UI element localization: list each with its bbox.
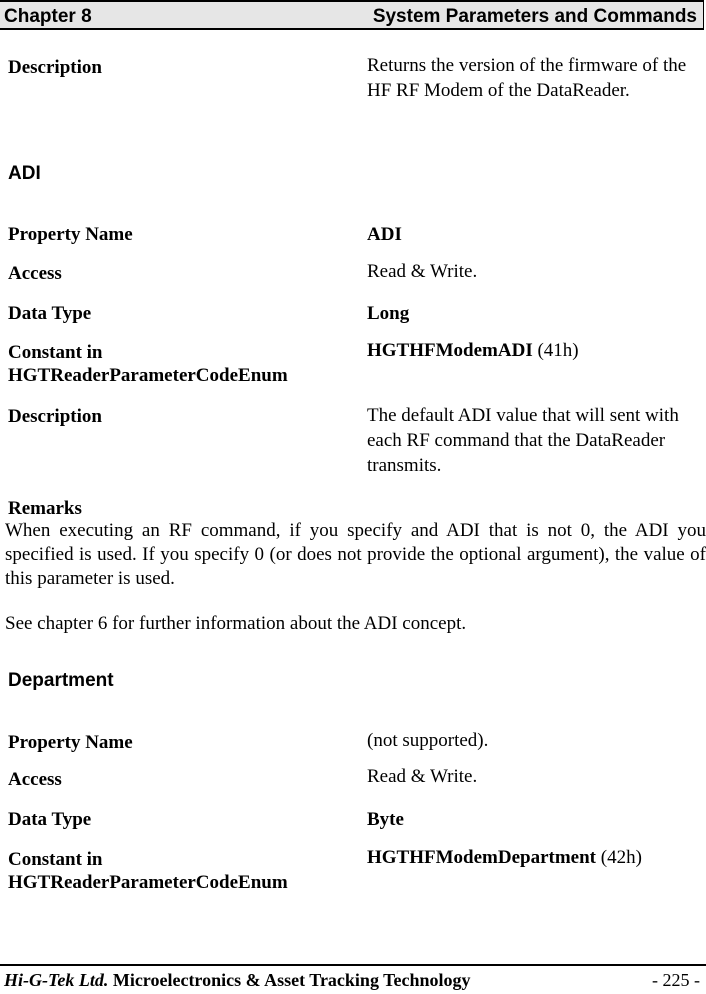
dept-constant-label: Constant in HGTReaderParameterCodeEnum — [8, 849, 288, 893]
section-heading-department: Department — [8, 670, 114, 691]
dept-access-label: Access — [8, 769, 62, 790]
adi-description-label: Description — [8, 406, 102, 427]
dept-access-value: Read & Write. — [367, 766, 478, 787]
dept-property-name-label: Property Name — [8, 732, 133, 753]
dept-data-type-label: Data Type — [8, 809, 92, 830]
page-footer — [0, 964, 706, 990]
remarks-paragraph: When executing an RF command, if you specify and ADI that is not 0, the ADI you specified is used. If you specify 0 (or does not provide the optional argument), the value of this parameter is used. — [5, 520, 706, 589]
page-number: - 225 - — [652, 970, 700, 990]
adi-data-type-value: Long — [367, 303, 410, 324]
dept-data-type-value: Byte — [367, 809, 404, 830]
page-header — [0, 0, 704, 30]
dept-property-name-value: (not supported). — [367, 730, 489, 751]
adi-constant-value: HGTHFModemADI (41h) — [367, 340, 579, 361]
footer-company: Hi-G-Tek Ltd. Microelectronics & Asset Tracking Technology — [4, 970, 471, 990]
chapter-label: Chapter 8 — [4, 6, 92, 27]
adi-access-label: Access — [8, 263, 62, 284]
section-heading-adi: ADI — [8, 163, 41, 184]
adi-constant-label: Constant in HGTReaderParameterCodeEnum — [8, 342, 288, 386]
adi-property-name-label: Property Name — [8, 224, 133, 245]
adi-property-name-value: ADI — [367, 224, 402, 245]
chapter-title: System Parameters and Commands — [372, 6, 697, 27]
remarks-label: Remarks — [8, 498, 82, 519]
remarks-see-chapter: See chapter 6 for further information about the ADI concept. — [5, 613, 467, 634]
adi-description-value: The default ADI value that will sent with each RF command that the DataReader transmits. — [367, 405, 679, 476]
adi-access-value: Read & Write. — [367, 261, 478, 282]
dept-constant-value: HGTHFModemDepartment (42h) — [367, 847, 642, 868]
adi-data-type-label: Data Type — [8, 303, 92, 324]
description-label: Description — [8, 57, 102, 78]
description-value: Returns the version of the firmware of the HF RF Modem of the DataReader. — [367, 55, 687, 101]
